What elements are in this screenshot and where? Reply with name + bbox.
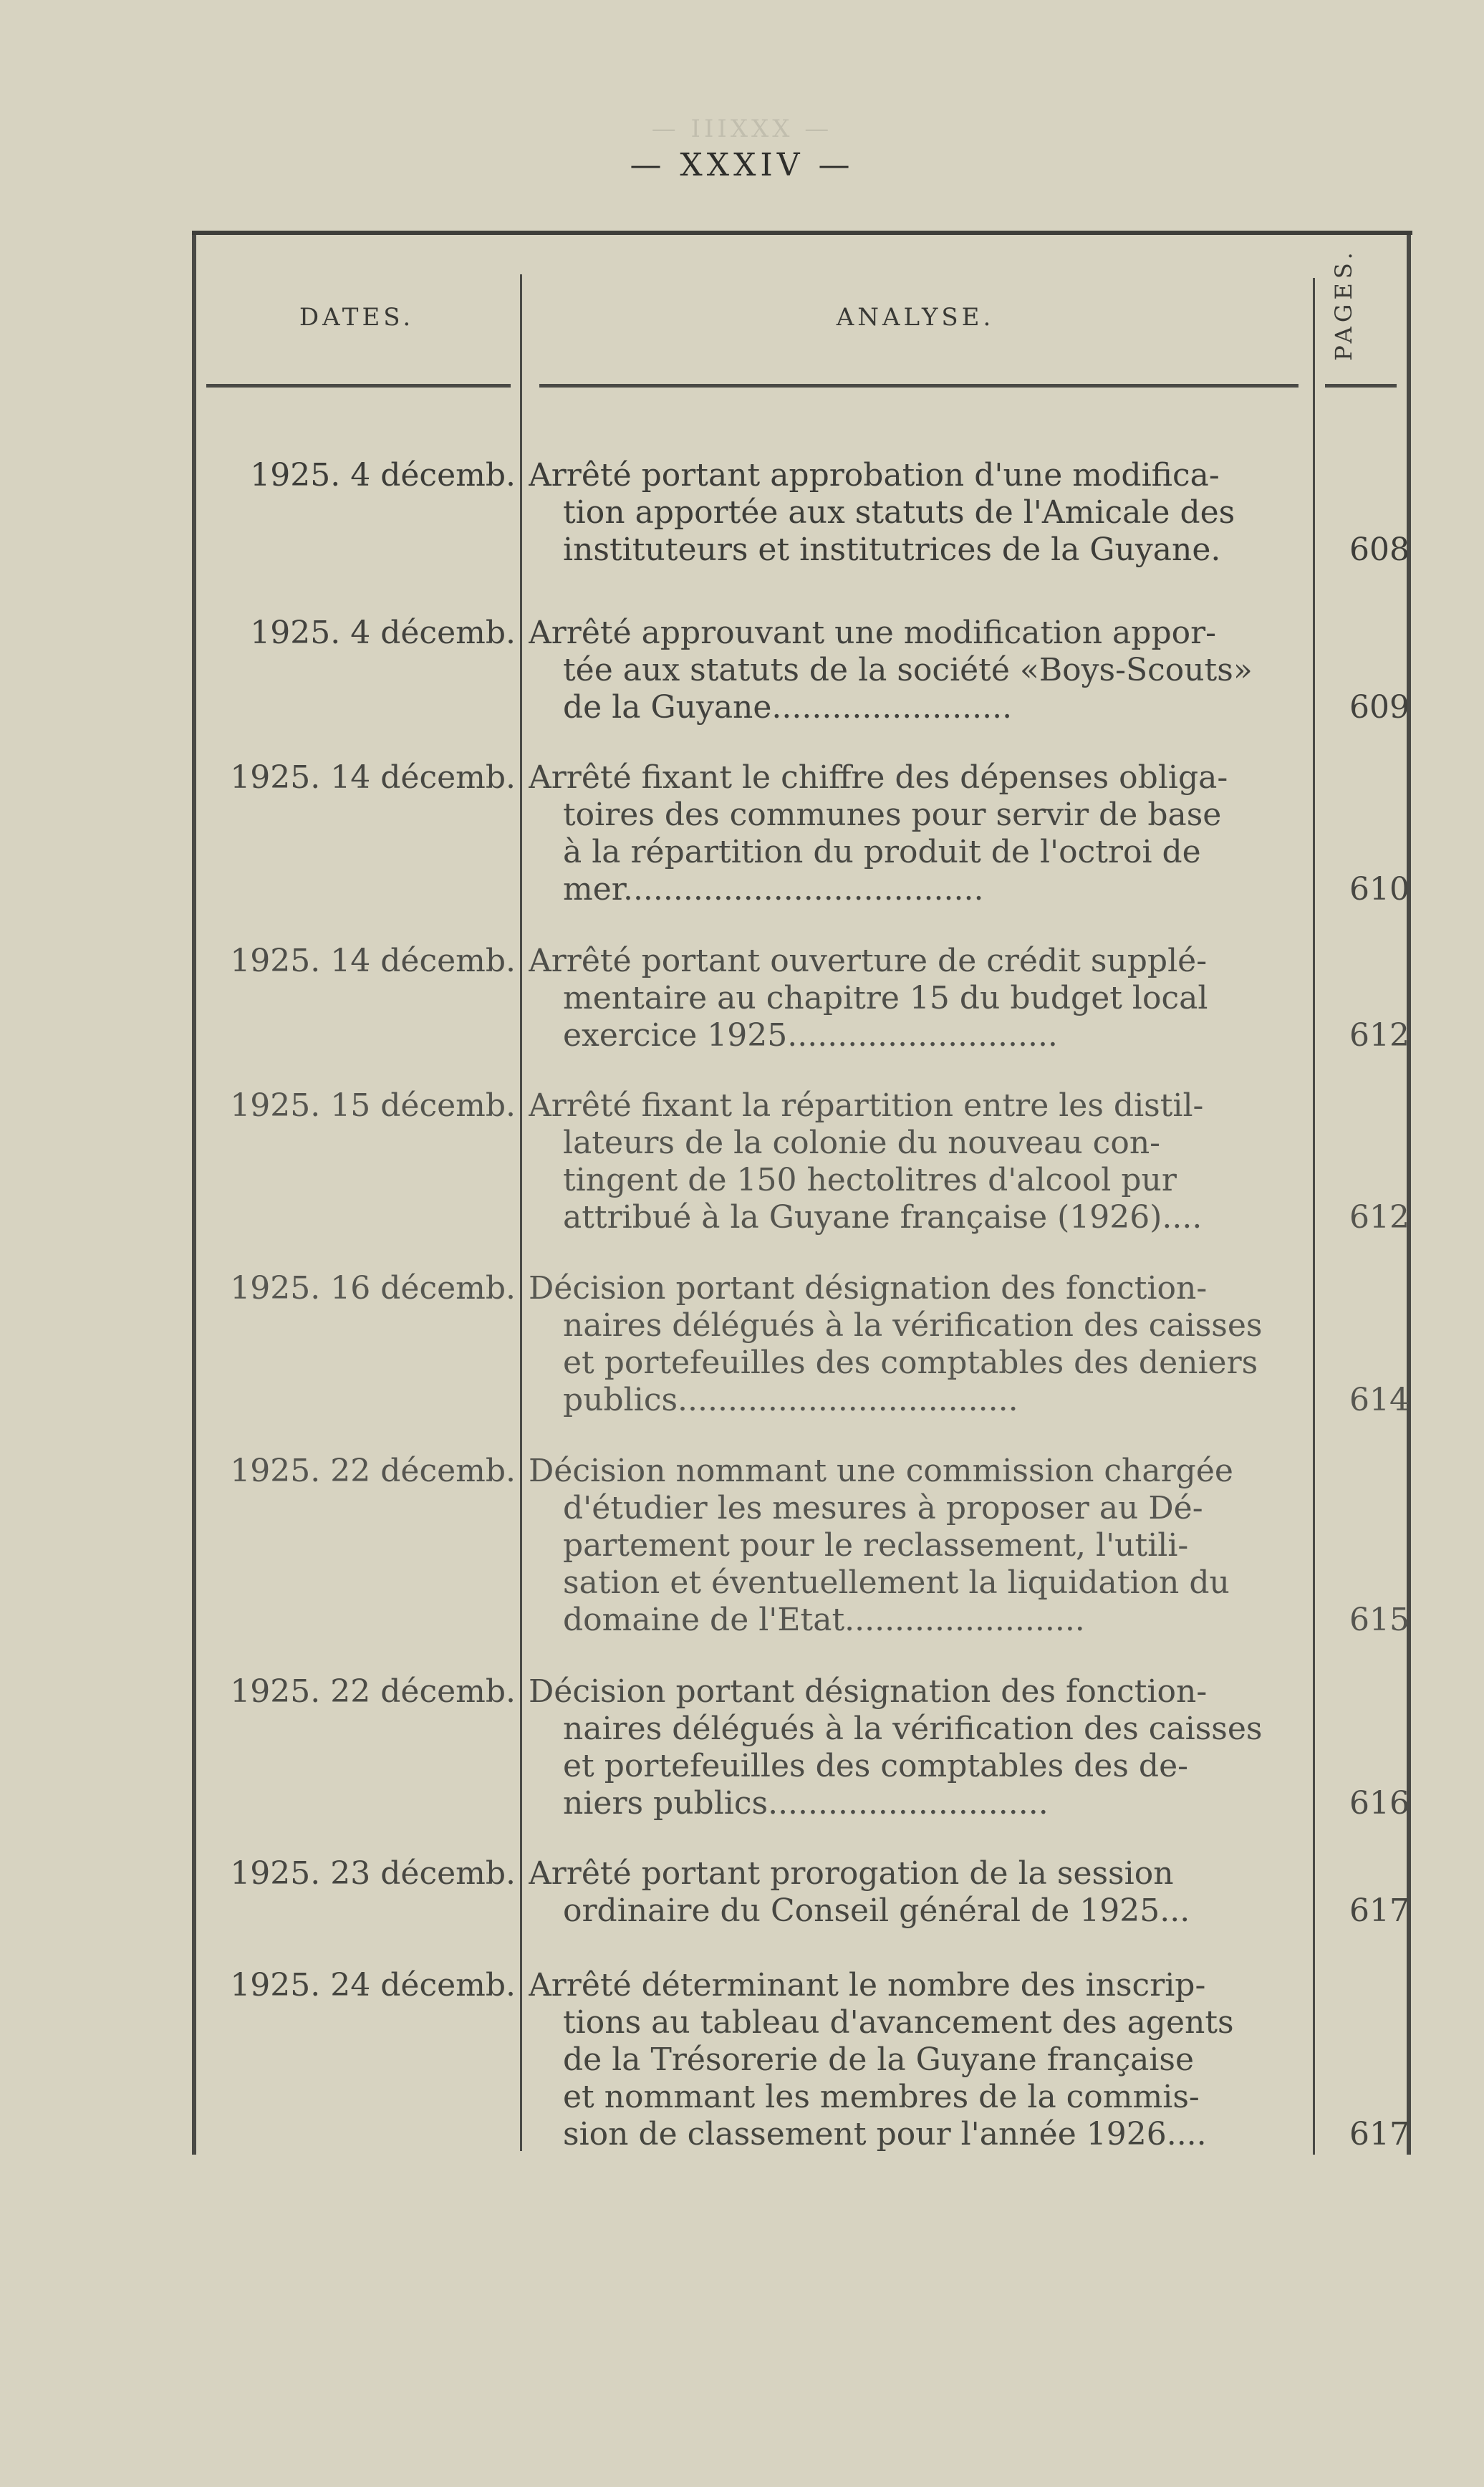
- analysis-line: Arrêté déterminant le nombre des inscrip-: [529, 1967, 1206, 2003]
- entry-analysis: [529, 1967, 1302, 2153]
- entry-page-number: 616: [1349, 1785, 1410, 1822]
- pages-header-rule: [1325, 384, 1397, 388]
- entry-analysis: [529, 943, 1302, 1054]
- analysis-line: tions au tableau d'avancement des agents: [563, 2004, 1234, 2041]
- entry-date: 1925. 22 décemb.: [230, 1453, 516, 1489]
- entry-analysis: [529, 615, 1302, 726]
- analysis-line: Arrêté portant approbation d'une modifica-: [529, 457, 1220, 494]
- analysis-line: tée aux statuts de la société «Boys-Scouts»: [563, 652, 1253, 688]
- analysis-line: toires des communes pour servir de base: [563, 797, 1222, 833]
- pages-column-header: [1288, 248, 1399, 361]
- analysis-line: sation et éventuellement la liquidation du: [563, 1564, 1230, 1601]
- entry-analysis: [529, 1855, 1302, 1930]
- analysis-line: partement pour le reclassement, l'utili-: [563, 1527, 1189, 1564]
- analysis-line: mentaire au chapitre 15 du budget local: [563, 980, 1208, 1016]
- dates-column-header: DATES.: [299, 303, 415, 332]
- analysis-line: exercice 1925...........................: [563, 1017, 1058, 1054]
- right-border-line: [1407, 235, 1411, 2155]
- entry-page-number: 617: [1349, 1892, 1410, 1929]
- entry-date: 1925. 24 décemb.: [230, 1967, 516, 2003]
- entry-page-number: 609: [1349, 689, 1410, 726]
- analysis-line: mer....................................: [563, 871, 984, 908]
- analysis-line: Décision nommant une commission chargée: [529, 1453, 1233, 1489]
- entry-date: 1925. 23 décemb.: [230, 1855, 516, 1892]
- entry-date: 1925. 4 décemb.: [250, 615, 516, 651]
- entry-page-number: 617: [1349, 2116, 1410, 2152]
- analysis-line: niers publics............................: [563, 1785, 1049, 1822]
- entry-page-number: 612: [1349, 1199, 1410, 1236]
- faded-show-through-header: — IIIXXX —: [651, 115, 833, 143]
- analysis-line: tion apportée aux statuts de l'Amicale des: [563, 494, 1235, 531]
- analysis-line: et nommant les membres de la commis-: [563, 2079, 1200, 2115]
- analysis-line: attribué à la Guyane française (1926)....: [563, 1199, 1203, 1236]
- analysis-line: de la Trésorerie de la Guyane française: [563, 2041, 1195, 2078]
- analysis-line: domaine de l'Etat........................: [563, 1602, 1085, 1638]
- entry-analysis: [529, 1270, 1302, 1419]
- entry-analysis: [529, 457, 1302, 569]
- analysis-line: tingent de 150 hectolitres d'alcool pur: [563, 1162, 1177, 1198]
- analysis-line: ordinaire du Conseil général de 1925...: [563, 1892, 1190, 1929]
- entry-analysis: [529, 1673, 1302, 1822]
- entry-analysis: [529, 1453, 1302, 1639]
- entry-date: 1925. 22 décemb.: [230, 1673, 516, 1710]
- analysis-line: Arrêté portant prorogation de la session: [529, 1855, 1174, 1892]
- analysis-line: à la répartition du produit de l'octroi de: [563, 834, 1201, 870]
- analysis-line: Arrêté fixant le chiffre des dépenses obliga-: [529, 759, 1228, 796]
- entry-page-number: 614: [1349, 1382, 1410, 1418]
- analysis-line: et portefeuilles des comptables des de-: [563, 1748, 1188, 1784]
- entry-page-number: 608: [1349, 531, 1410, 568]
- pages-column-header-label: PAGES.: [1329, 248, 1357, 361]
- analysis-line: publics..................................: [563, 1382, 1018, 1418]
- pages-column-divider: [1313, 278, 1315, 2155]
- dates-column-divider: [520, 274, 522, 2151]
- dates-header-rule: [206, 384, 511, 388]
- analysis-line: Arrêté fixant la répartition entre les distil-: [529, 1087, 1204, 1124]
- analysis-line: d'étudier les mesures à proposer au Dé-: [563, 1490, 1203, 1526]
- analysis-line: Arrêté approuvant une modification appor-: [529, 615, 1217, 651]
- analysis-line: Arrêté portant ouverture de crédit supplé-: [529, 943, 1208, 979]
- entry-page-number: 610: [1349, 871, 1410, 908]
- entry-date: 1925. 4 décemb.: [250, 457, 516, 494]
- analysis-line: sion de classement pour l'année 1926....: [563, 2116, 1207, 2152]
- analysis-line: naires délégués à la vérification des caisses: [563, 1307, 1263, 1344]
- entry-date: 1925. 16 décemb.: [230, 1270, 516, 1307]
- analysis-line: instituteurs et institutrices de la Guyane.: [563, 531, 1221, 568]
- entry-analysis: [529, 1087, 1302, 1236]
- analysis-line: lateurs de la colonie du nouveau con-: [563, 1125, 1161, 1161]
- analysis-line: Décision portant désignation des fonction-: [529, 1673, 1208, 1710]
- entry-date: 1925. 15 décemb.: [230, 1087, 516, 1124]
- page-number-header: — XXXIV —: [630, 147, 854, 183]
- analysis-line: de la Guyane........................: [563, 689, 1013, 726]
- analysis-line: et portefeuilles des comptables des deniers: [563, 1344, 1258, 1381]
- analysis-column-header: ANALYSE.: [836, 303, 995, 332]
- entry-analysis: [529, 759, 1302, 908]
- entry-page-number: 612: [1349, 1017, 1410, 1054]
- analysis-line: naires délégués à la vérification des caisses: [563, 1711, 1263, 1747]
- entry-date: 1925. 14 décemb.: [230, 943, 516, 979]
- analysis-header-rule: [539, 384, 1298, 388]
- index-table: [192, 231, 1412, 2155]
- entry-date: 1925. 14 décemb.: [230, 759, 516, 796]
- analysis-line: Décision portant désignation des fonction-: [529, 1270, 1208, 1307]
- entry-page-number: 615: [1349, 1602, 1410, 1638]
